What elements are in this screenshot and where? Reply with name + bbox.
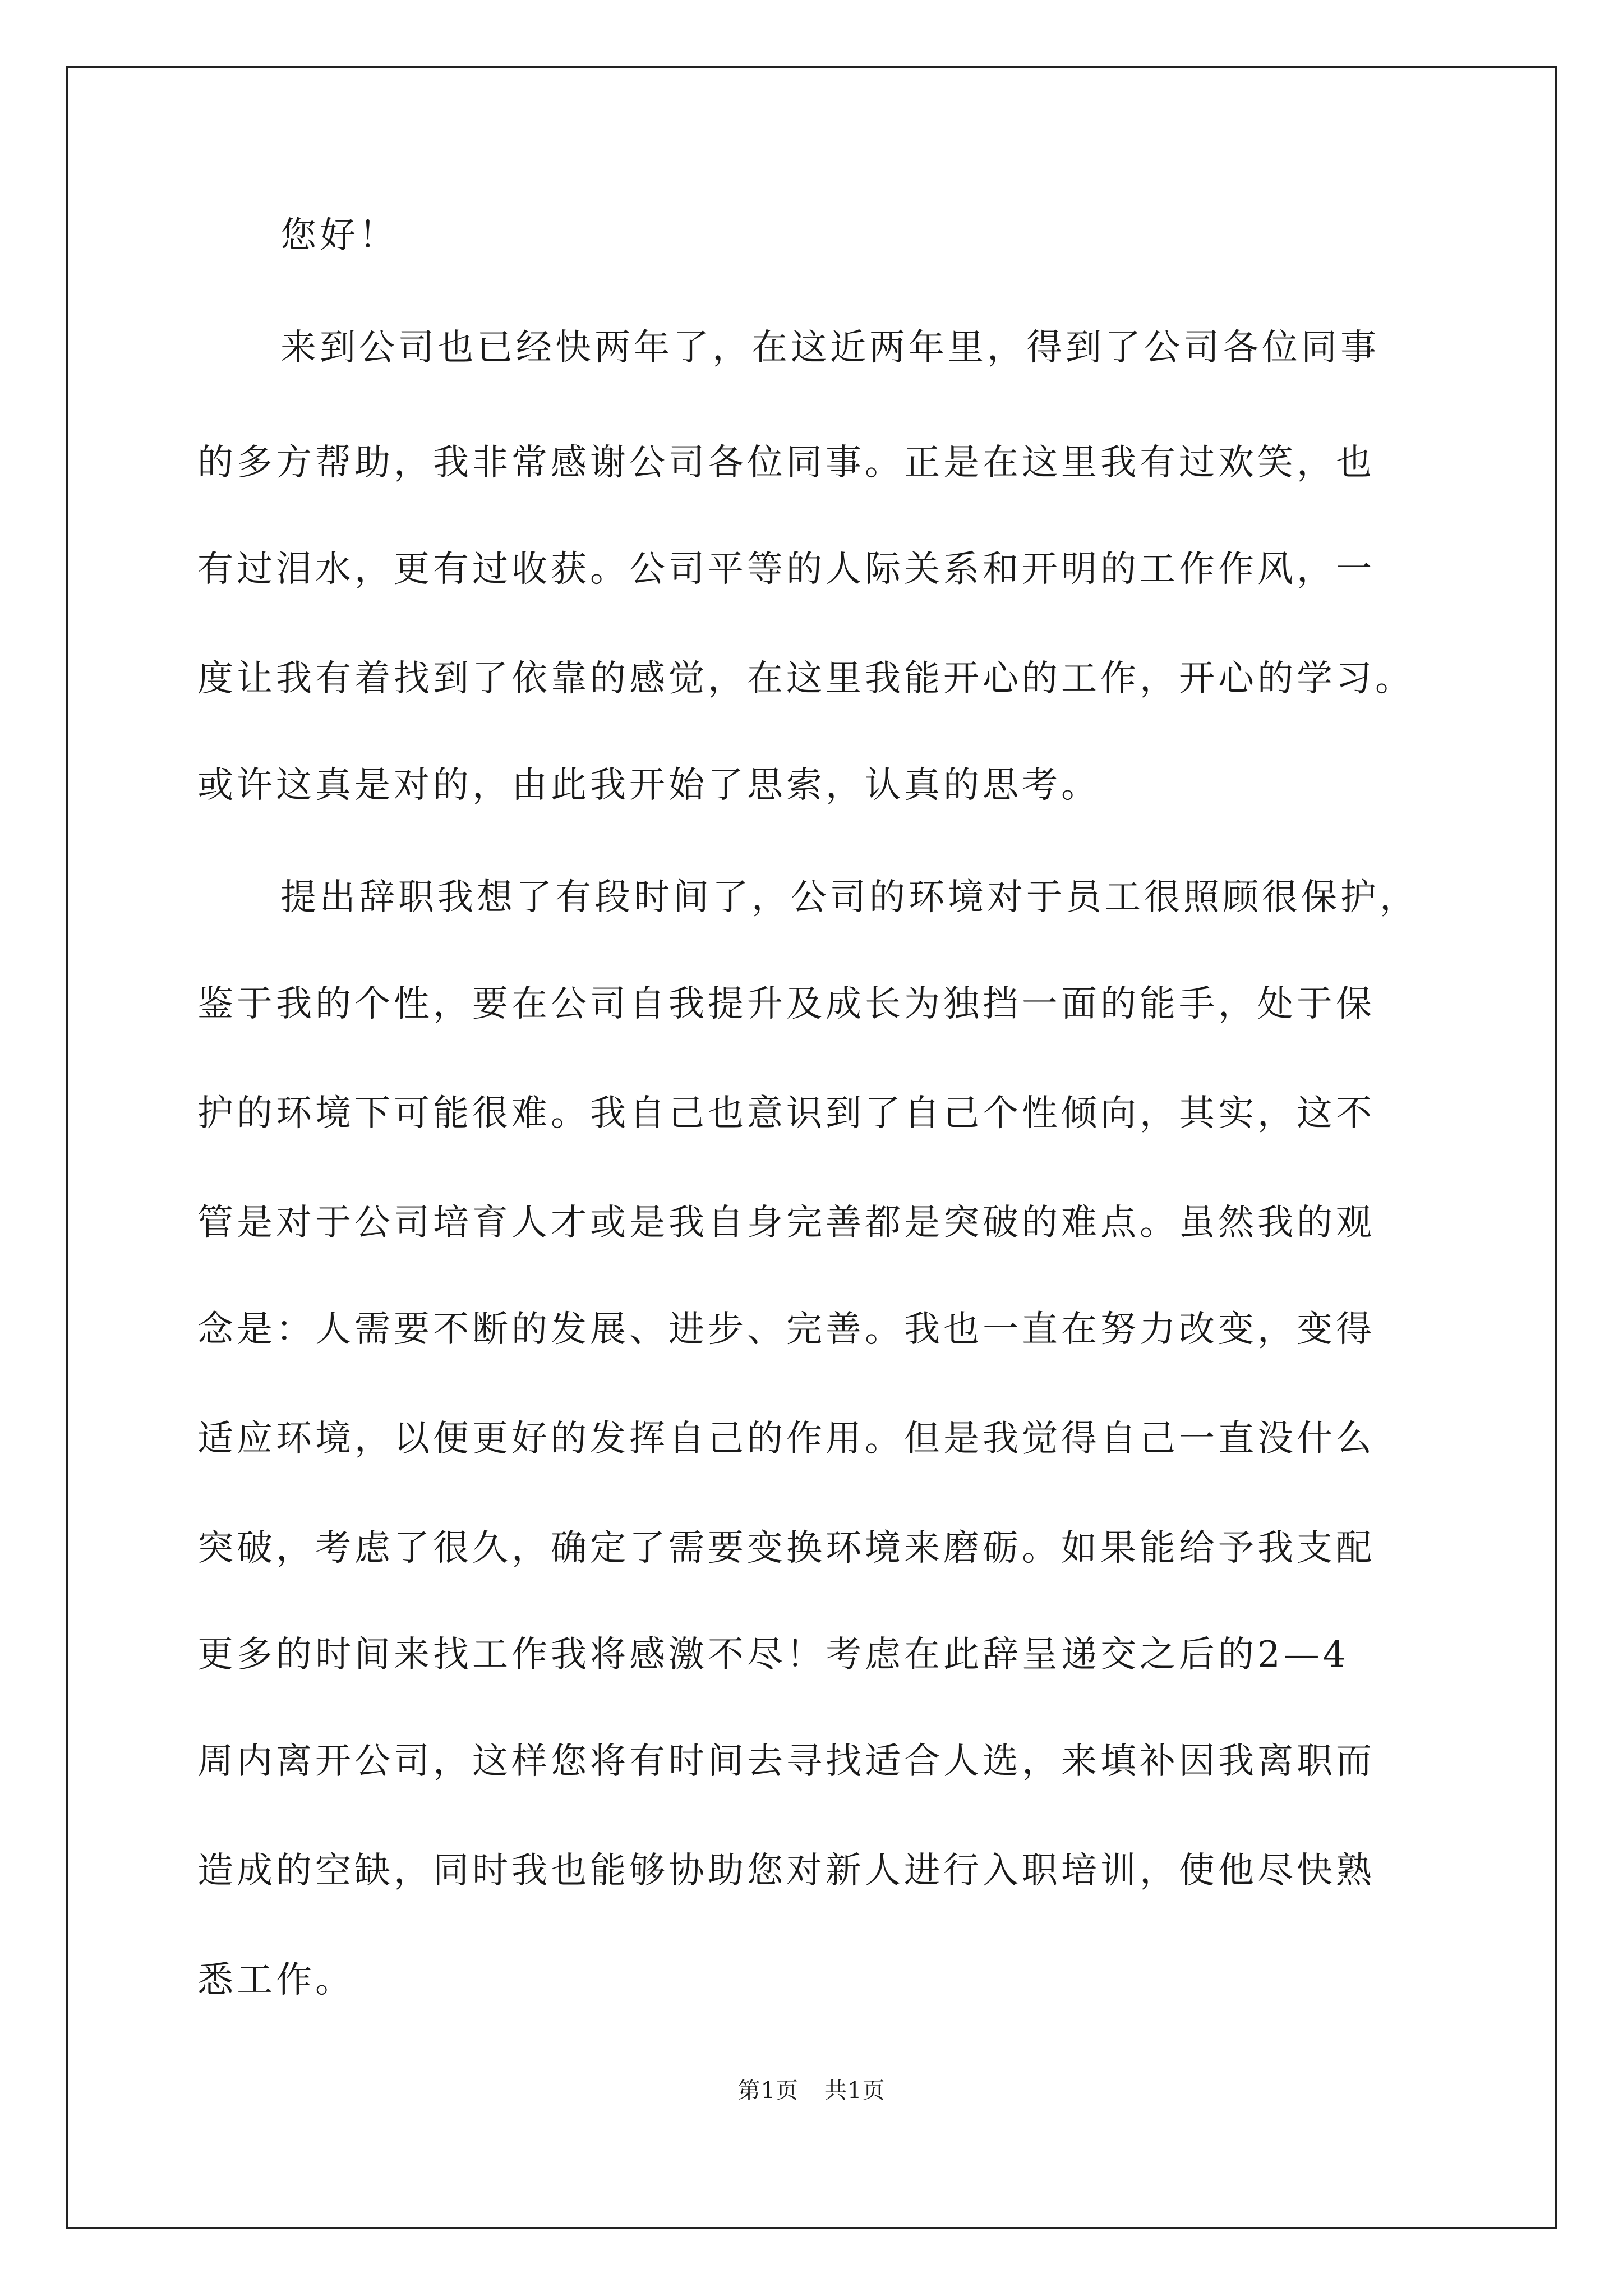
page-border: [66, 66, 1557, 2229]
paragraph-2-line-2: 鉴于我的个性，要在公司自我提升及成长为独挡一面的能手，处于保: [197, 983, 1375, 1025]
current-page-number: 第1页: [737, 2078, 799, 2104]
paragraph-2-line-1: 提出辞职我想了有段时间了，公司的环境对于员工很照顾很保护，: [280, 877, 1419, 918]
total-page-count: 共1页: [824, 2078, 886, 2104]
paragraph-1-line-2: 的多方帮助，我非常感谢公司各位同事。正是在这里我有过欢笑，也: [197, 442, 1375, 484]
paragraph-2-line-3: 护的环境下可能很难。我自己也意识到了自己个性倾向，其实，这不: [197, 1093, 1375, 1134]
paragraph-1-line-4: 度让我有着找到了依靠的感觉，在这里我能开心的工作，开心的学习。: [197, 658, 1414, 700]
paragraph-1-line-5: 或许这真是对的，由此我开始了思索，认真的思考。: [197, 765, 1100, 806]
salutation: 您好！: [280, 215, 398, 256]
page-footer: [0, 2077, 1623, 2105]
paragraph-2-line-6: 适应环境，以便更好的发挥自己的作用。但是我觉得自己一直没什么: [197, 1418, 1375, 1460]
paragraph-2-line-8: 更多的时间来找工作我将感激不尽！考虑在此辞呈递交之后的2—4: [197, 1634, 1349, 1676]
paragraph-2-line-9: 周内离开公司，这样您将有时间去寻找适合人选，来填补因我离职而: [197, 1741, 1375, 1782]
paragraph-2-line-11: 悉工作。: [197, 1959, 354, 2001]
paragraph-2-line-4: 管是对于公司培育人才或是我自身完善都是突破的难点。虽然我的观: [197, 1202, 1375, 1244]
paragraph-1-line-3: 有过泪水，更有过收获。公司平等的人际关系和开明的工作作风，一: [197, 549, 1375, 590]
paragraph-2-line-5: 念是：人需要不断的发展、进步、完善。我也一直在努力改变，变得: [197, 1309, 1375, 1350]
paragraph-1-line-1: 来到公司也已经快两年了，在这近两年里，得到了公司各位同事: [280, 327, 1380, 369]
paragraph-2-line-7: 突破，考虑了很久，确定了需要变换环境来磨砺。如果能给予我支配: [197, 1527, 1375, 1569]
paragraph-2-line-10: 造成的空缺，同时我也能够协助您对新人进行入职培训，使他尽快熟: [197, 1850, 1375, 1892]
